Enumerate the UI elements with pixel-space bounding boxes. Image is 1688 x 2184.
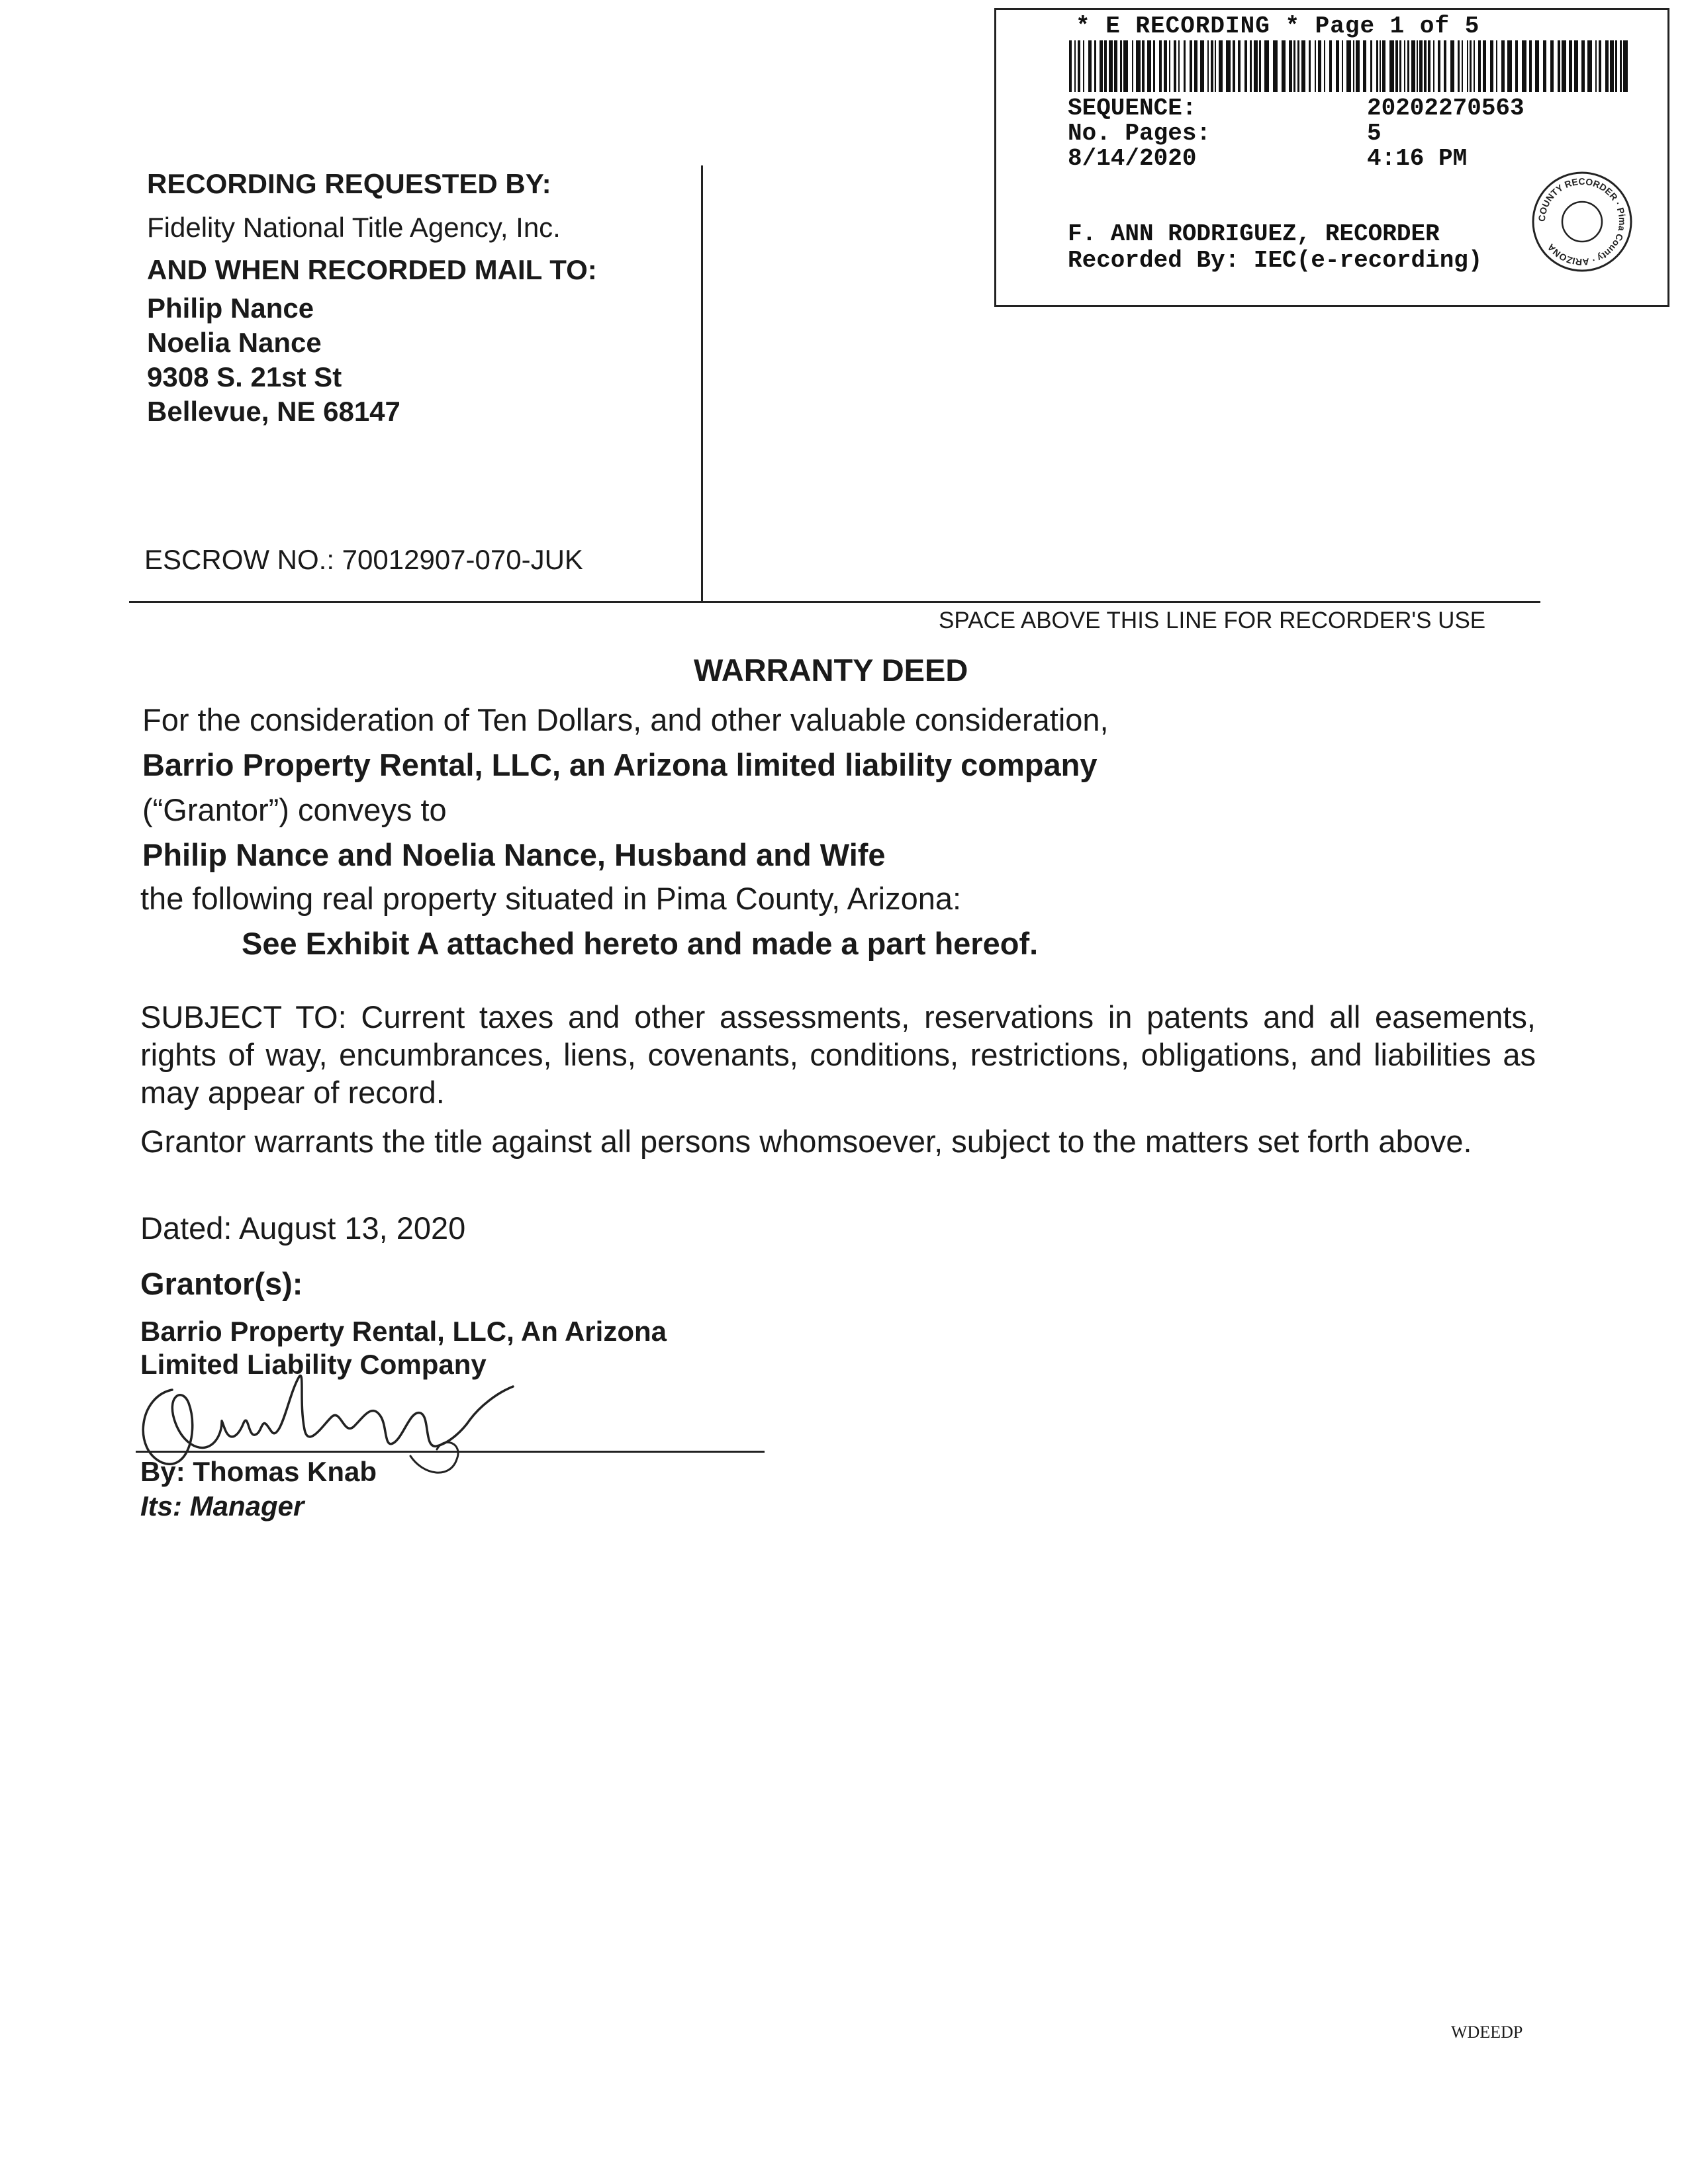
barcode-bar	[1595, 40, 1597, 92]
barcode-bar	[1324, 40, 1325, 92]
barcode-bar	[1395, 40, 1398, 92]
barcode-bar	[1074, 40, 1076, 92]
barcode-bar	[1620, 40, 1622, 92]
mail-to-line: Noelia Nance	[147, 327, 322, 358]
barcode-bar	[1417, 40, 1418, 92]
barcode-bar	[1315, 40, 1316, 92]
mail-to-label: AND WHEN RECORDED MAIL TO:	[147, 254, 597, 285]
barcode-bar	[1450, 40, 1454, 92]
barcode-bar	[1078, 40, 1080, 92]
barcode-bar	[1535, 40, 1539, 92]
mail-to-line: Bellevue, NE 68147	[147, 396, 400, 427]
recorded-by: Recorded By: IEC(e-recording)	[1068, 247, 1483, 274]
barcode-bar	[1289, 40, 1292, 92]
barcode-bar	[1610, 40, 1614, 92]
barcode-bar	[1353, 40, 1354, 92]
company-line: Limited Liability Company	[140, 1349, 487, 1380]
sequence-value: 20202270563	[1367, 95, 1524, 122]
stamp-header: * E RECORDING * Page 1 of 5	[1076, 13, 1480, 40]
barcode-bar	[1132, 40, 1133, 92]
barcode-bar	[1142, 40, 1145, 92]
barcode-bar	[1273, 40, 1278, 92]
barcode-bar	[1569, 40, 1572, 92]
barcode-bar	[1259, 40, 1261, 92]
barcode-bar	[1587, 40, 1592, 92]
svg-text:COUNTY RECORDER · Pima County	[1536, 176, 1628, 267]
record-time: 4:16 PM	[1367, 145, 1468, 172]
barcode-bar	[1380, 40, 1381, 92]
barcode-bar	[1623, 40, 1628, 92]
form-code: WDEEDP	[1451, 2023, 1523, 2042]
sequence-label: SEQUENCE:	[1068, 95, 1197, 122]
barcode-bar	[1211, 40, 1213, 92]
barcode-bar	[1200, 40, 1204, 92]
signer-by: By: Thomas Knab	[140, 1456, 377, 1487]
mail-to-line: 9308 S. 21st St	[147, 361, 342, 392]
barcode-bar	[1318, 40, 1321, 92]
barcode-bar	[1483, 40, 1486, 92]
barcode-bar	[1264, 40, 1269, 92]
barcode	[1069, 40, 1628, 92]
barcode-bar	[1389, 40, 1394, 92]
record-date: 8/14/2020	[1068, 145, 1197, 172]
barcode-bar	[1399, 40, 1401, 92]
barcode-bar	[1282, 40, 1286, 92]
barcode-bar	[1599, 40, 1601, 92]
barcode-bar	[1104, 40, 1107, 92]
barcode-bar	[1424, 40, 1427, 92]
barcode-bar	[1458, 40, 1460, 92]
barcode-bar	[1474, 40, 1475, 92]
deed-title: WARRANTY DEED	[694, 653, 968, 688]
barcode-bar	[1562, 40, 1566, 92]
barcode-bar	[1244, 40, 1247, 92]
requested-by-label: RECORDING REQUESTED BY:	[147, 168, 551, 199]
barcode-bar	[1467, 40, 1468, 92]
barcode-bar	[1507, 40, 1512, 92]
barcode-bar	[1120, 40, 1122, 92]
barcode-bar	[1329, 40, 1332, 92]
barcode-bar	[1550, 40, 1554, 92]
barcode-bar	[1411, 40, 1415, 92]
barcode-bar	[1069, 40, 1072, 92]
property-line: the following real property situated in Pima County, Arizona:	[140, 881, 962, 916]
requested-by-value: Fidelity National Title Agency, Inc.	[147, 212, 561, 243]
barcode-bar	[1356, 40, 1360, 92]
barcode-bar	[1438, 40, 1440, 92]
barcode-bar	[1194, 40, 1197, 92]
barcode-bar	[1496, 40, 1497, 92]
barcode-bar	[1515, 40, 1518, 92]
barcode-bar	[1376, 40, 1378, 92]
barcode-bar	[1297, 40, 1299, 92]
barcode-bar	[1529, 40, 1532, 92]
barcode-bar	[1293, 40, 1295, 92]
grantor-name: Barrio Property Rental, LLC, an Arizona limited liability company	[142, 747, 1098, 782]
barcode-bar	[1574, 40, 1578, 92]
barcode-bar	[1094, 40, 1096, 92]
barcode-bar	[1238, 40, 1241, 92]
barcode-bar	[1219, 40, 1223, 92]
barcode-bar	[1490, 40, 1493, 92]
barcode-bar	[1233, 40, 1235, 92]
barcode-bar	[1543, 40, 1546, 92]
barcode-bar	[1184, 40, 1186, 92]
barcode-bar	[1363, 40, 1366, 92]
grantors-label: Grantor(s):	[140, 1266, 303, 1301]
barcode-bar	[1501, 40, 1505, 92]
barcode-bar	[1419, 40, 1423, 92]
county-seal-icon	[1529, 169, 1635, 275]
dated-line: Dated: August 13, 2020	[140, 1210, 466, 1246]
conveys-line: (“Grantor”) conveys to	[142, 792, 447, 827]
signature-line	[136, 1451, 765, 1453]
barcode-bar	[1164, 40, 1167, 92]
barcode-bar	[1178, 40, 1180, 92]
barcode-bar	[1428, 40, 1430, 92]
recording-stamp-box	[994, 8, 1669, 307]
recorder-name: F. ANN RODRIGUEZ, RECORDER	[1068, 220, 1440, 248]
barcode-bar	[1433, 40, 1434, 92]
seal-ring-text: COUNTY RECORDER · Pima County · ARIZONA	[1536, 175, 1628, 268]
barcode-bar	[1342, 40, 1343, 92]
barcode-bar	[1153, 40, 1155, 92]
barcode-bar	[1147, 40, 1151, 92]
barcode-bar	[1558, 40, 1560, 92]
barcode-bar	[1226, 40, 1231, 92]
barcode-bar	[1605, 40, 1609, 92]
barcode-bar	[1522, 40, 1526, 92]
subject-to-paragraph: SUBJECT TO: Current taxes and other assessments, reservations in patents and all easements, rights of way, encumbrances, liens, covenants, conditions, restrictions, obligations, and liabilities as may appear of record.	[140, 999, 1536, 1110]
company-line: Barrio Property Rental, LLC, An Arizona	[140, 1316, 667, 1347]
barcode-bar	[1190, 40, 1192, 92]
pages-value: 5	[1367, 120, 1382, 147]
barcode-bar	[1114, 40, 1117, 92]
barcode-bar	[1462, 40, 1463, 92]
barcode-bar	[1407, 40, 1409, 92]
barcode-bar	[1207, 40, 1209, 92]
recorder-use-line	[129, 601, 1540, 603]
consideration-line: For the consideration of Ten Dollars, and other valuable consideration,	[142, 702, 1109, 737]
barcode-bar	[1083, 40, 1084, 92]
barcode-bar	[1136, 40, 1141, 92]
barcode-bar	[1444, 40, 1446, 92]
warranty-paragraph: Grantor warrants the title against all persons whomsoever, subject to the matters set forth above.	[140, 1124, 1472, 1159]
barcode-bar	[1346, 40, 1351, 92]
barcode-bar	[1169, 40, 1170, 92]
barcode-bar	[1404, 40, 1405, 92]
barcode-bar	[1301, 40, 1305, 92]
barcode-bar	[1615, 40, 1617, 92]
mail-to-line: Philip Nance	[147, 293, 314, 324]
barcode-bar	[1088, 40, 1092, 92]
barcode-bar	[1254, 40, 1258, 92]
barcode-bar	[1100, 40, 1103, 92]
barcode-bar	[1215, 40, 1216, 92]
barcode-bar	[1123, 40, 1128, 92]
barcode-bar	[1382, 40, 1385, 92]
signer-title: Its: Manager	[140, 1490, 305, 1522]
vertical-divider	[701, 165, 703, 602]
barcode-bar	[1336, 40, 1339, 92]
exhibit-line: See Exhibit A attached hereto and made a part hereof.	[242, 926, 1039, 961]
barcode-bar	[1250, 40, 1252, 92]
barcode-bar	[1581, 40, 1585, 92]
barcode-bar	[1470, 40, 1472, 92]
escrow-number: ESCROW NO.: 70012907-070-JUK	[144, 544, 583, 575]
pages-label: No. Pages:	[1068, 120, 1211, 147]
barcode-bar	[1174, 40, 1176, 92]
grantee-name: Philip Nance and Noelia Nance, Husband and Wife	[142, 837, 886, 872]
barcode-bar	[1370, 40, 1372, 92]
barcode-bar	[1109, 40, 1113, 92]
recorder-use-note: SPACE ABOVE THIS LINE FOR RECORDER'S USE	[939, 608, 1486, 633]
barcode-bar	[1159, 40, 1162, 92]
barcode-bar	[1478, 40, 1481, 92]
barcode-bar	[1309, 40, 1311, 92]
